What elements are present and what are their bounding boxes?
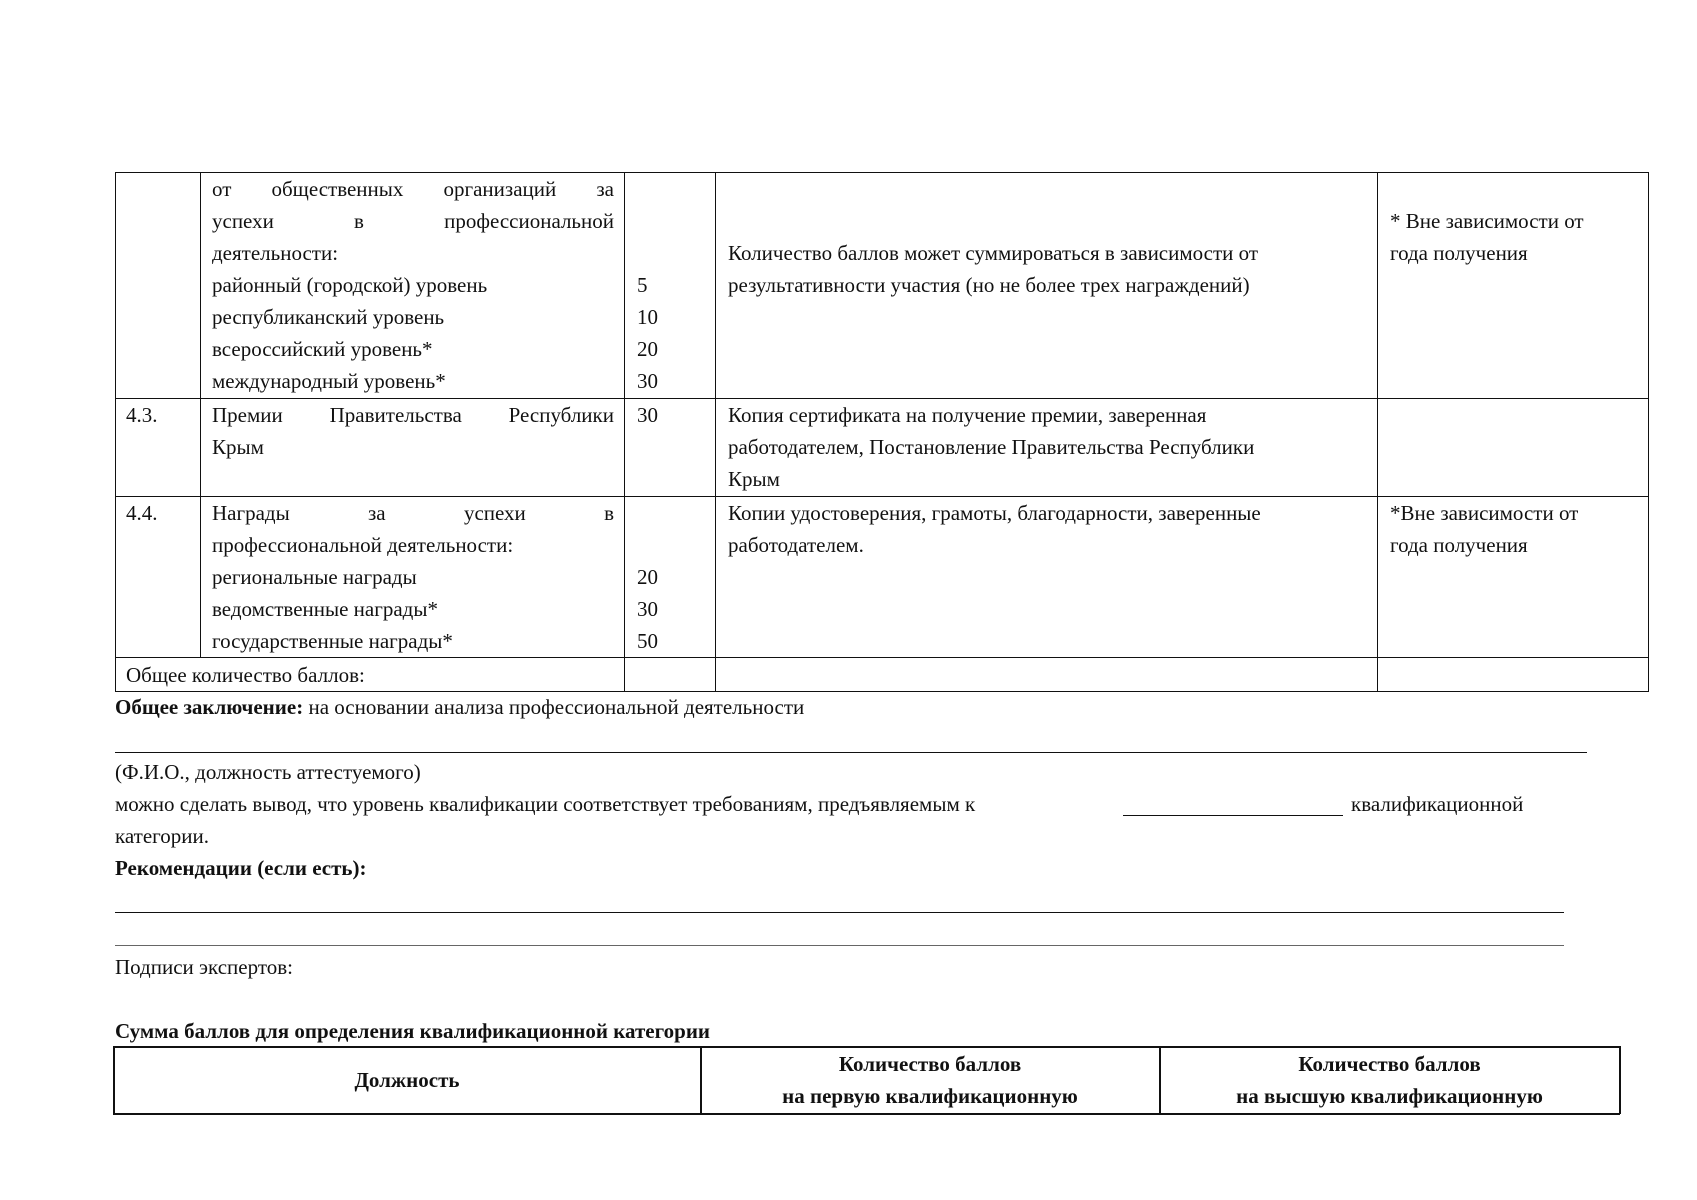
- points-value: 30: [637, 403, 658, 427]
- fio-blank-line: [115, 752, 1587, 753]
- level-points: 20: [637, 565, 658, 589]
- confirmation-text: Копии удостоверения, грамоты, благодарности, заверенные: [728, 501, 1261, 525]
- header-first-category: на первую квалификационную: [782, 1084, 1078, 1108]
- level-points: 50: [637, 629, 658, 653]
- level-points: 10: [637, 305, 658, 329]
- header-position: Должность: [354, 1068, 460, 1092]
- criterion-text: профессиональной деятельности:: [212, 533, 514, 557]
- criterion-text: деятельности:: [212, 241, 339, 265]
- total-label: Общее количество баллов:: [126, 663, 365, 687]
- note-text: *Вне зависимости от: [1390, 501, 1579, 525]
- table-row-divider: [115, 657, 1649, 658]
- table-border-left: [115, 172, 116, 692]
- table-col-divider: [200, 172, 201, 658]
- recommendations-label: Рекомендации (если есть):: [115, 856, 367, 880]
- table-col-divider: [1377, 172, 1378, 692]
- criterion-text: Премии Правительства Республики: [212, 403, 614, 427]
- level-points: 30: [637, 369, 658, 393]
- row-number: 4.4.: [126, 501, 158, 525]
- conclusion-label: Общее заключение:: [115, 695, 304, 719]
- table-col-divider: [715, 172, 716, 692]
- level-label: региональные награды: [212, 565, 417, 589]
- row-number: 4.3.: [126, 403, 158, 427]
- conclusion-sentence-end: квалификационной: [1351, 792, 1524, 816]
- header-highest-category: на высшую квалификационную: [1236, 1084, 1543, 1108]
- criterion-text: от общественных организаций за: [212, 177, 614, 201]
- note-text: года получения: [1390, 533, 1528, 557]
- fio-caption: (Ф.И.О., должность аттестуемого): [115, 760, 421, 784]
- conclusion-sentence-line2: категории.: [115, 824, 209, 848]
- recommendations-line: [115, 945, 1564, 946]
- note-text: года получения: [1390, 241, 1528, 265]
- table-title: Сумма баллов для определения квалификационной категории: [115, 1019, 711, 1043]
- level-label: всероссийский уровень*: [212, 337, 433, 361]
- note-text: * Вне зависимости от: [1390, 209, 1584, 233]
- confirmation-text: работодателем.: [728, 533, 864, 557]
- level-label: районный (городской) уровень: [212, 273, 488, 297]
- conclusion-text: на основании анализа профессиональной деятельности: [303, 695, 805, 719]
- criterion-text: Крым: [212, 435, 264, 459]
- table-border-right: [1648, 172, 1649, 692]
- confirmation-text: Количество баллов может суммироваться в зависимости от: [728, 241, 1259, 265]
- header-highest-category: Количество баллов: [1298, 1052, 1481, 1076]
- category-blank-line: [1123, 815, 1343, 816]
- recommendations-line: [115, 912, 1564, 913]
- level-points: 20: [637, 337, 658, 361]
- criterion-text: успехи в профессиональной: [212, 209, 614, 233]
- signatures-label: Подписи экспертов:: [115, 955, 293, 979]
- table-col-divider: [624, 172, 625, 692]
- level-points: 5: [637, 273, 648, 297]
- confirmation-text: результативности участия (но не более трех награждений): [728, 273, 1250, 297]
- level-label: международный уровень*: [212, 369, 446, 393]
- conclusion-line: [115, 691, 804, 723]
- level-label: республиканский уровень: [212, 305, 445, 329]
- confirmation-text: работодателем, Постановление Правительства Республики: [728, 435, 1255, 459]
- table-border-right: [1619, 1046, 1621, 1114]
- level-label: ведомственные награды*: [212, 597, 438, 621]
- conclusion-sentence: можно сделать вывод, что уровень квалификации соответствует требованиям, предъявляемым к: [115, 792, 976, 816]
- level-label: государственные награды*: [212, 629, 453, 653]
- criterion-text: Награды за успехи в: [212, 501, 614, 525]
- header-first-category: Количество баллов: [838, 1052, 1022, 1076]
- confirmation-text: Крым: [728, 467, 780, 491]
- table-border-bottom: [113, 1113, 1620, 1115]
- level-points: 30: [637, 597, 658, 621]
- confirmation-text: Копия сертификата на получение премии, заверенная: [728, 403, 1207, 427]
